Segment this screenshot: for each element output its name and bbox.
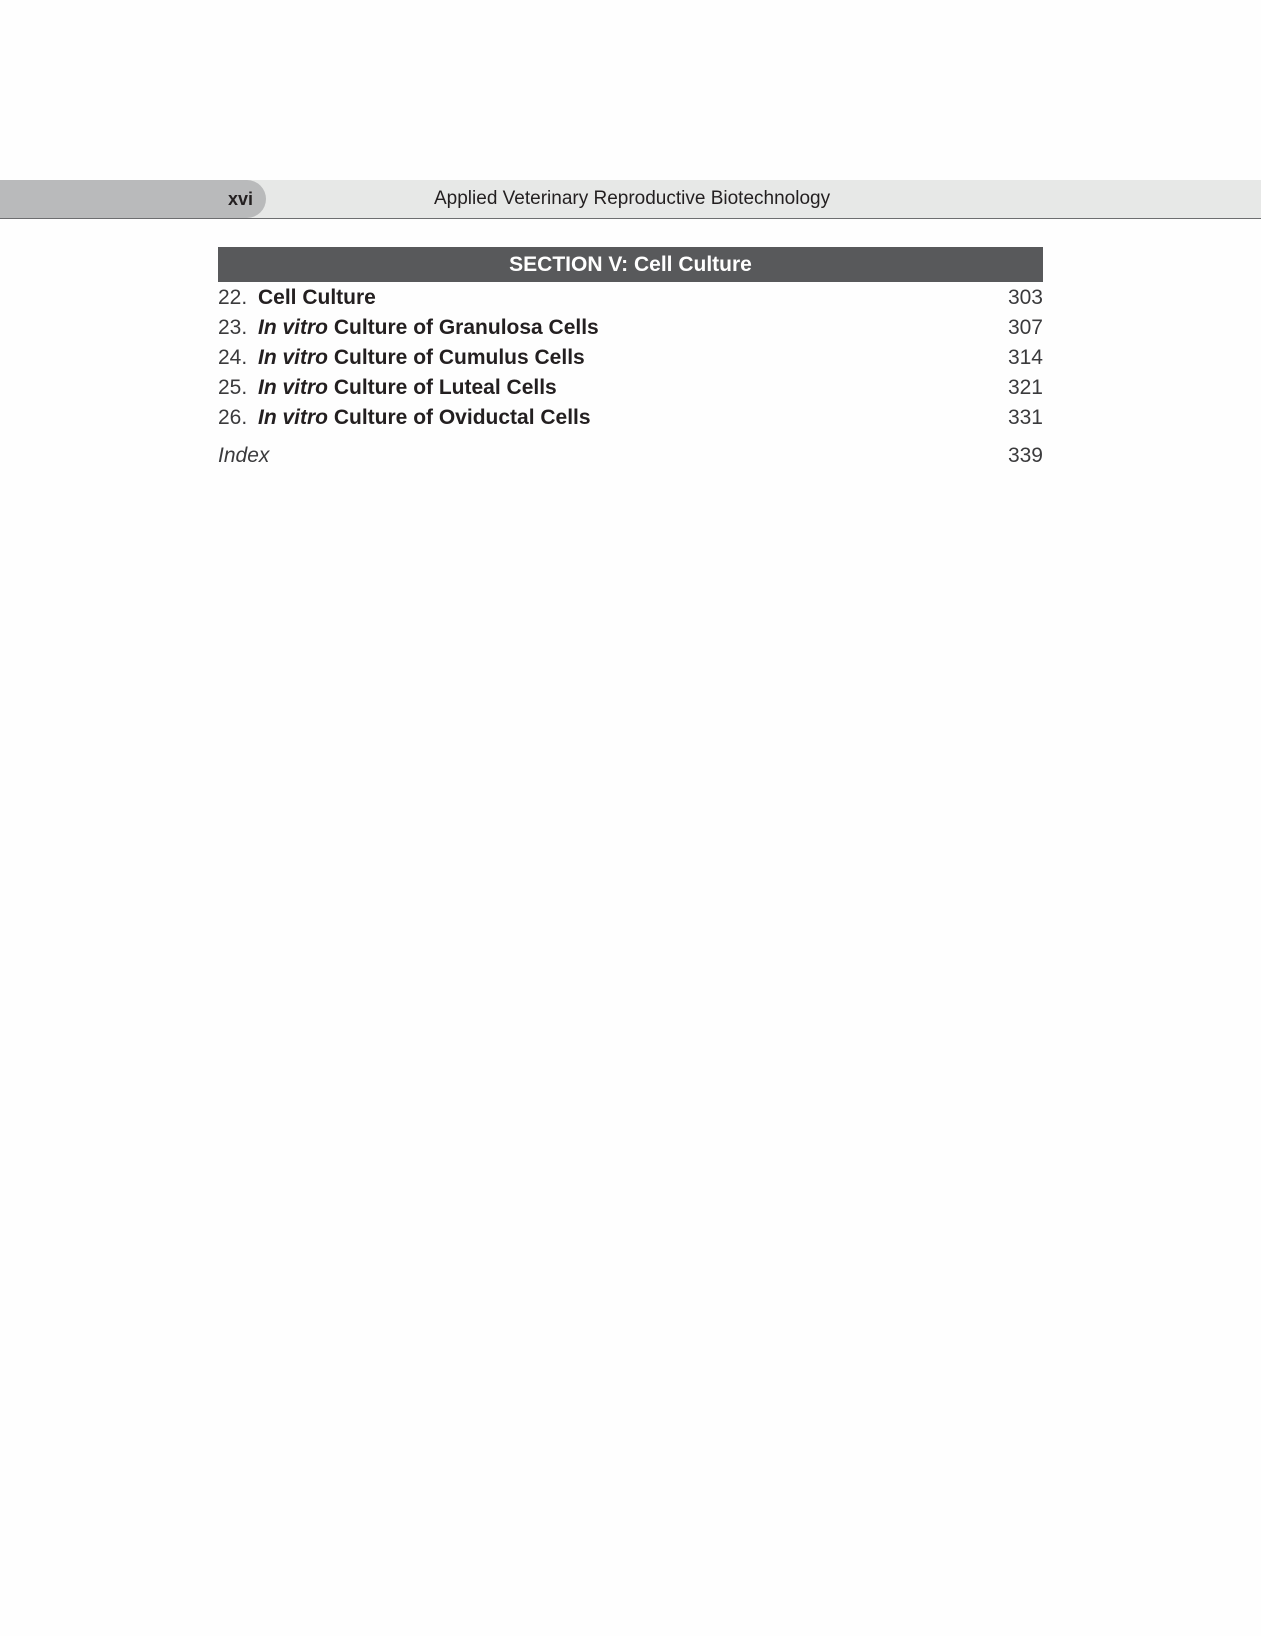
toc-entry-page: 321 [1007,376,1043,399]
toc-entry-number: 25. [218,376,248,399]
toc-entry-title-text: Culture of Cumulus Cells [333,346,585,369]
toc-entry-title [258,374,557,402]
index-label: Index [218,444,270,467]
toc-entry-italic-prefix: In vitro [258,376,329,399]
toc-entry [218,374,1043,402]
toc-entry [218,284,1043,312]
running-title: Applied Veterinary Reproductive Biotechnology [434,188,831,209]
toc-entry-title-text: Culture of Granulosa Cells [333,316,599,339]
toc-entry-page: 331 [1007,406,1043,429]
index-page: 339 [1007,444,1043,467]
toc-entry-number: 23. [218,316,248,339]
toc-entry-title [258,404,591,432]
page-number-tab [0,180,266,218]
toc-entry-title [258,284,376,312]
toc-entry-title [258,344,585,372]
toc-entry-italic-prefix: In vitro [258,346,329,369]
page-number: xvi [228,189,254,209]
toc-entry-number: 24. [218,346,248,369]
toc-entry [218,404,1043,432]
toc-entry-italic-prefix: In vitro [258,406,329,429]
toc-entry-title [258,314,599,342]
toc-index-entry [218,442,1043,470]
toc-entry-title-text: Culture of Luteal Cells [333,376,557,399]
toc-entry-title-text: Cell Culture [258,286,376,309]
toc-entry [218,344,1043,372]
toc-entry-page: 314 [1007,346,1043,369]
toc-entry-page: 303 [1007,286,1043,309]
toc-entry [218,314,1043,342]
toc-entry-number: 26. [218,406,248,429]
toc-entry-title-text: Culture of Oviductal Cells [333,406,591,429]
toc-entry-italic-prefix: In vitro [258,316,329,339]
toc-entry-page: 307 [1007,316,1043,339]
toc-entry-number: 22. [218,286,248,309]
section-heading: SECTION V: Cell Culture [218,247,1043,282]
